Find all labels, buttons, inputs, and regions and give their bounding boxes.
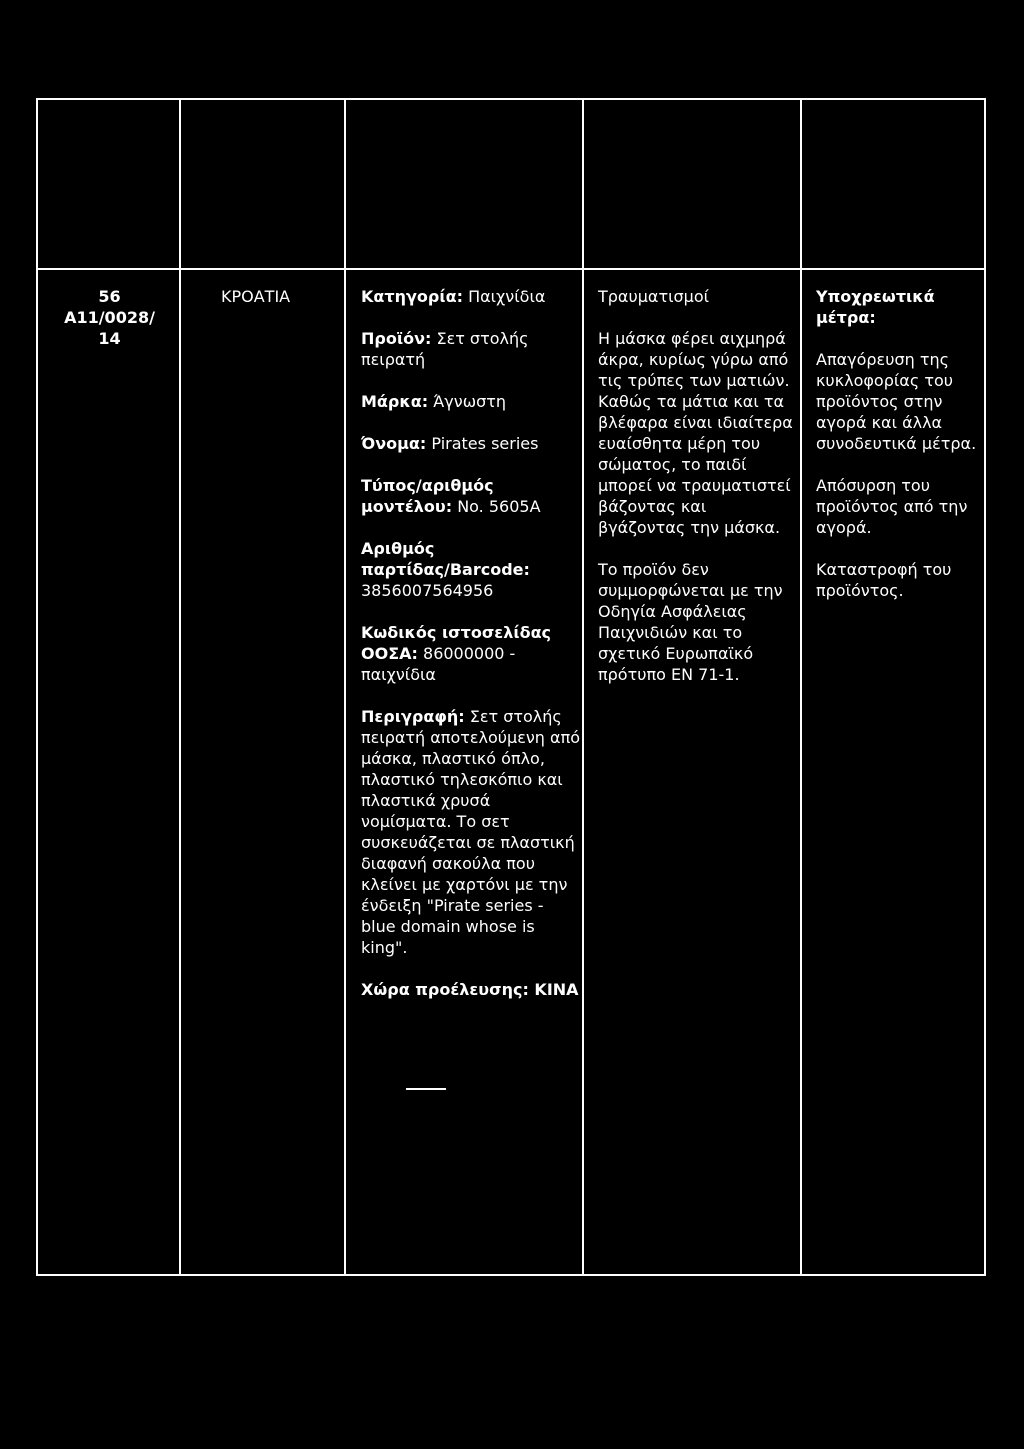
product-details-cell bbox=[348, 286, 584, 1000]
row-divider bbox=[38, 268, 984, 270]
field-oecd-code: Κωδικός ιστοσελίδας ΟΟΣΑ: 86000000 - παιχνίδια bbox=[361, 623, 552, 684]
notifying-country: ΚΡΟΑΤΙΑ bbox=[221, 287, 291, 306]
field-model: Τύπος/αριθμός μοντέλου: No. 5605A bbox=[361, 476, 541, 516]
column-divider bbox=[179, 100, 181, 1274]
measures-title: Υποχρεωτικά μέτρα: bbox=[816, 287, 935, 327]
field-name: Όνομα: Pirates series bbox=[361, 434, 539, 453]
field-barcode: Αριθμός παρτίδας/Barcode: 3856007564956 bbox=[361, 539, 530, 600]
entry-id-cell bbox=[38, 286, 181, 349]
measure-item: Απόσυρση του προϊόντος από την αγορά. bbox=[816, 476, 968, 537]
field-brand: Μάρκα: Άγνωστη bbox=[361, 392, 507, 411]
risk-type: Τραυματισμοί bbox=[598, 287, 710, 306]
country-cell bbox=[183, 286, 346, 307]
field-description: Περιγραφή: Σετ στολής πειρατή αποτελούμενη από μάσκα, πλαστικό όπλο, πλαστικό τηλεσκόπιο και πλαστικά χρυσά νομίσματα. Το σετ συσκευάζεται σε πλαστική διαφανή σακούλα που κλείνει με χαρτόνι με την ένδειξη "Pirate series - blue domain whose is king". bbox=[361, 707, 580, 957]
alert-table bbox=[36, 98, 986, 1276]
field-category: Κατηγορία: Παιχνίδια bbox=[361, 287, 546, 306]
measure-item: Απαγόρευση της κυκλοφορίας του προϊόντος στην αγορά και άλλα συνοδευτικά μέτρα. bbox=[816, 350, 977, 453]
field-origin: Χώρα προέλευσης: ΚΙΝΑ bbox=[361, 980, 579, 999]
column-divider bbox=[344, 100, 346, 1274]
entry-reference: A11/0028/ 14 bbox=[64, 308, 155, 348]
separator-mark bbox=[406, 1088, 446, 1090]
measure-item: Καταστροφή του προϊόντος. bbox=[816, 560, 952, 600]
measures-cell bbox=[804, 286, 986, 601]
risk-description: Η μάσκα φέρει αιχμηρά άκρα, κυρίως γύρω από τις τρύπες των ματιών. Καθώς τα μάτια και τα βλέφαρα είναι ιδιαίτερα ευαίσθητα μέρη του σώματος, το παιδί μπορεί να τραυματιστεί βάζοντας και βγάζοντας την μάσκα. bbox=[598, 329, 793, 537]
risk-compliance: Το προϊόν δεν συμμορφώνεται με την Οδηγία Ασφάλειας Παιχνιδιών και το σχετικό Ευρωπαϊκό πρότυπο EN 71-1. bbox=[598, 560, 783, 684]
risk-cell bbox=[586, 286, 802, 685]
column-divider bbox=[800, 100, 802, 1274]
field-product: Προϊόν: Σετ στολής πειρατή bbox=[361, 329, 529, 369]
entry-number: 56 bbox=[98, 287, 121, 306]
